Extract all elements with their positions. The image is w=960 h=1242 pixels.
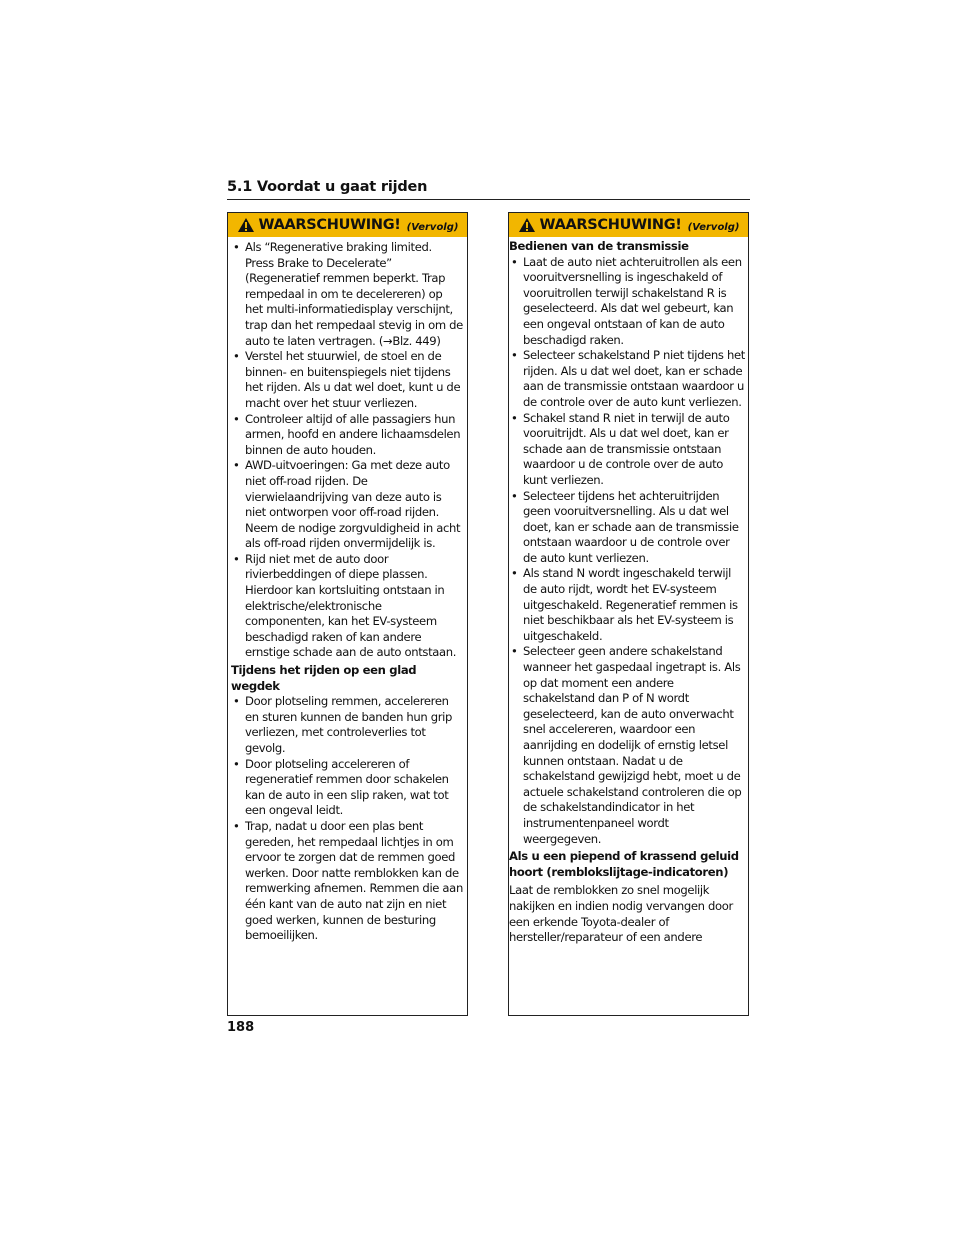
bullet-list — [509, 255, 746, 848]
warning-triangle-icon — [237, 217, 255, 233]
warning-subtitle: (Vervolg) — [687, 221, 740, 233]
list-item: • Verstel het stuurwiel, de stoel en de binnen- en buitenspiegels niet tijdens het rijden. Als u dat wel doet, kunt u de macht over het stuur verliezen. — [231, 349, 463, 411]
bullet-list — [231, 694, 463, 944]
bullet-list — [231, 240, 463, 661]
warning-title: WAARSCHUWING! — [258, 217, 401, 233]
list-item: • Als “Regenerative braking limited. Press Brake to Decelerate” (Regeneratief remmen beperkt. Trap rempedaal in om te decelereren) op het multi-informatiedisplay verschijnt, trap dan het rempedaal stevig in om de auto te laten vertragen. (→Blz. 449) — [231, 240, 463, 349]
section-header: 5.1 Voordat u gaat rijden — [227, 179, 750, 200]
list-item: • Trap, nadat u door een plas bent gereden, het rempedaal lichtjes in om ervoor te zorgen dat de remmen goed werken. Door natte remblokken kan de remwerking afnemen. Remmen die aan één kant van de auto nat zijn en niet goed werken, kunnen de besturing bemoeilijken. — [231, 819, 463, 944]
warning-box-left — [227, 212, 468, 1016]
sub-heading: Bedienen van de transmissie — [509, 239, 689, 253]
warning-triangle-icon — [518, 217, 536, 233]
warning-box-right — [508, 212, 749, 1016]
list-item: • Laat de auto niet achteruitrollen als een vooruitversnelling is ingeschakeld of vooruitrollen terwijl schakelstand R is geselecteerd. Als dat wel gebeurt, kan een ongeval ontstaan of kan de auto beschadigd raken. — [509, 255, 746, 349]
list-item: • Selecteer schakelstand P niet tijdens het rijden. Als u dat wel doet, kan er schade aan de transmissie ontstaan waardoor u de controle over de auto kunt verliezen. — [509, 348, 746, 410]
paragraph: Laat de remblokken zo snel mogelijk nakijken en indien nodig vervangen door een erkende Toyota-dealer of hersteller/reparateur of een andere — [509, 883, 733, 945]
list-item: • Selecteer tijdens het achteruitrijden geen vooruitversnelling. Als u dat wel doet, kan er schade aan de transmissie ontstaan waardoor u de controle over de auto kunt verliezen. — [509, 489, 746, 567]
list-item: • Schakel stand R niet in terwijl de auto vooruitrijdt. Als u dat wel doet, kan er schade aan de transmissie ontstaan waardoor u de controle over de auto kunt verliezen. — [509, 411, 746, 489]
list-item: • Als stand N wordt ingeschakeld terwijl de auto rijdt, wordt het EV-systeem uitgeschakeld. Regeneratief remmen is niet beschikbaar als het EV-systeem is uitgeschakeld. — [509, 566, 746, 644]
list-item: • Door plotseling accelereren of regeneratief remmen door schakelen kan de auto in een slip raken, wat tot een ongeval leidt. — [231, 757, 463, 819]
sub-heading: Als u een piepend of krassend geluid hoort (remblokslijtage-indicatoren) — [509, 849, 739, 879]
warning-header-left — [228, 213, 467, 237]
warning-subtitle: (Vervolg) — [406, 221, 459, 233]
warning-body-left — [228, 237, 467, 944]
warning-body-right — [509, 237, 748, 946]
list-item: • Rijd niet met de auto door rivierbeddingen of diepe plassen. Hierdoor kan kortsluiting ontstaan in elektrische/elektronische componenten, kan het EV-systeem beschadigd raken of kan andere ernstige schade aan de auto ontstaan. — [231, 552, 463, 661]
list-item: • Door plotseling remmen, accelereren en sturen kunnen de banden hun grip verliezen, met controleverlies tot gevolg. — [231, 694, 463, 756]
warning-header-right — [509, 213, 748, 237]
warning-title: WAARSCHUWING! — [539, 217, 682, 233]
sub-heading: Tijdens het rijden op een glad wegdek — [231, 663, 417, 693]
list-item: • Selecteer geen andere schakelstand wanneer het gaspedaal ingetrapt is. Als op dat moment een andere schakelstand dan P of N wordt geselecteerd, kan de auto onverwacht snel accelereren, waardoor een aanrijding en dodelijk of ernstig letsel kunnen ontstaan. Nadat u de schakelstand gewijzigd hebt, moet u de actuele schakelstand controleren die op de schakelstandindicator in het instrumentenpaneel wordt weergegeven. — [509, 644, 746, 847]
page-number: 188 — [227, 1020, 255, 1035]
list-item: • Controleer altijd of alle passagiers hun armen, hoofd en andere lichaamsdelen binnen de auto houden. — [231, 412, 463, 459]
list-item: • AWD-uitvoeringen: Ga met deze auto niet off-road rijden. De vierwielaandrijving van deze auto is niet ontworpen voor off-road rijden. Neem de nodige zorgvuldigheid in acht als off-road rijden onvermijdelijk is. — [231, 458, 463, 552]
